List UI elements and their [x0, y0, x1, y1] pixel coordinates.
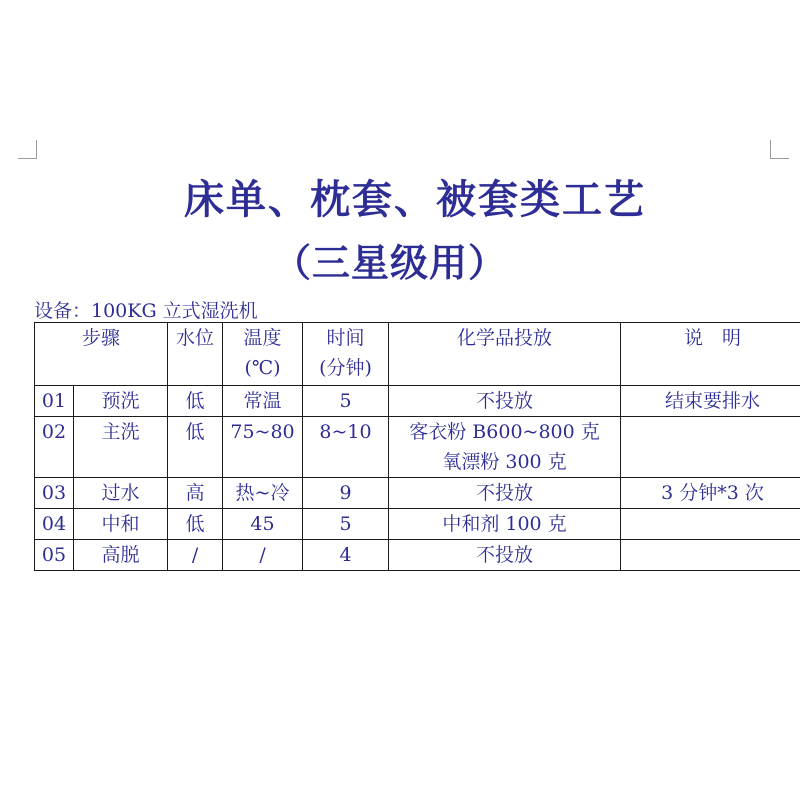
- header-temperature: [223, 323, 303, 386]
- cell-no: 05: [35, 540, 74, 571]
- header-water-text: 水位: [176, 327, 215, 349]
- cell-time: 4: [303, 540, 389, 571]
- page-corner-mark-top-left: [18, 140, 37, 159]
- cell-step: 预洗: [74, 386, 168, 417]
- cell-chem: 不投放: [389, 386, 621, 417]
- cell-note: [621, 417, 800, 478]
- table-row: [35, 386, 800, 417]
- cell-temp: 45: [223, 509, 303, 540]
- header-chemicals: [389, 323, 621, 386]
- cell-step: 中和: [74, 509, 168, 540]
- cell-water: /: [168, 540, 223, 571]
- header-step-text: 步骤: [82, 327, 121, 349]
- table-row: [35, 478, 800, 509]
- page-corner-mark-top-right: [770, 140, 789, 159]
- cell-note: [621, 540, 800, 571]
- process-table: [34, 322, 800, 571]
- header-time-line1: 时间: [326, 327, 365, 349]
- cell-chem: 中和剂 100 克: [389, 509, 621, 540]
- cell-no: 04: [35, 509, 74, 540]
- cell-time: 5: [303, 509, 389, 540]
- header-temp-line1: 温度: [243, 327, 282, 349]
- cell-note: [621, 509, 800, 540]
- header-water-level: [168, 323, 223, 386]
- cell-time: 8~10: [303, 417, 389, 478]
- cell-no: 02: [35, 417, 74, 478]
- cell-note: 结束要排水: [621, 386, 800, 417]
- cell-water: 低: [168, 417, 223, 478]
- cell-note: 3 分钟*3 次: [621, 478, 800, 509]
- table-header-row: [35, 323, 800, 386]
- cell-water: 低: [168, 509, 223, 540]
- cell-temp: /: [223, 540, 303, 571]
- cell-no: 03: [35, 478, 74, 509]
- cell-water: 高: [168, 478, 223, 509]
- header-time: [303, 323, 389, 386]
- cell-chem: [389, 417, 621, 478]
- header-note-text: 说 明: [684, 327, 742, 349]
- cell-chem: 不投放: [389, 478, 621, 509]
- cell-step: 过水: [74, 478, 168, 509]
- header-chem-text: 化学品投放: [457, 327, 553, 349]
- cell-time: 9: [303, 478, 389, 509]
- cell-temp: 75~80: [223, 417, 303, 478]
- cell-chem-line2: 氧漂粉 300 克: [442, 451, 567, 473]
- table-row: [35, 509, 800, 540]
- cell-time: 5: [303, 386, 389, 417]
- header-notes: [621, 323, 800, 386]
- header-step: [35, 323, 168, 386]
- table-row: [35, 540, 800, 571]
- header-time-line2: (分钟): [319, 357, 372, 379]
- cell-no: 01: [35, 386, 74, 417]
- equipment-label: 设备：100KG 立式湿洗机: [34, 300, 258, 322]
- document-subtitle: （三星级用）: [272, 240, 507, 285]
- cell-temp: 常温: [223, 386, 303, 417]
- cell-temp: 热~冷: [223, 478, 303, 509]
- table-row: [35, 417, 800, 478]
- header-temp-line2: (℃): [244, 357, 281, 379]
- cell-step: 主洗: [74, 417, 168, 478]
- cell-chem: 不投放: [389, 540, 621, 571]
- cell-water: 低: [168, 386, 223, 417]
- cell-chem-line1: 客衣粉 B600~800 克: [409, 421, 600, 443]
- cell-step: 高脱: [74, 540, 168, 571]
- document-title: 床单、枕套、被套类工艺: [184, 176, 646, 223]
